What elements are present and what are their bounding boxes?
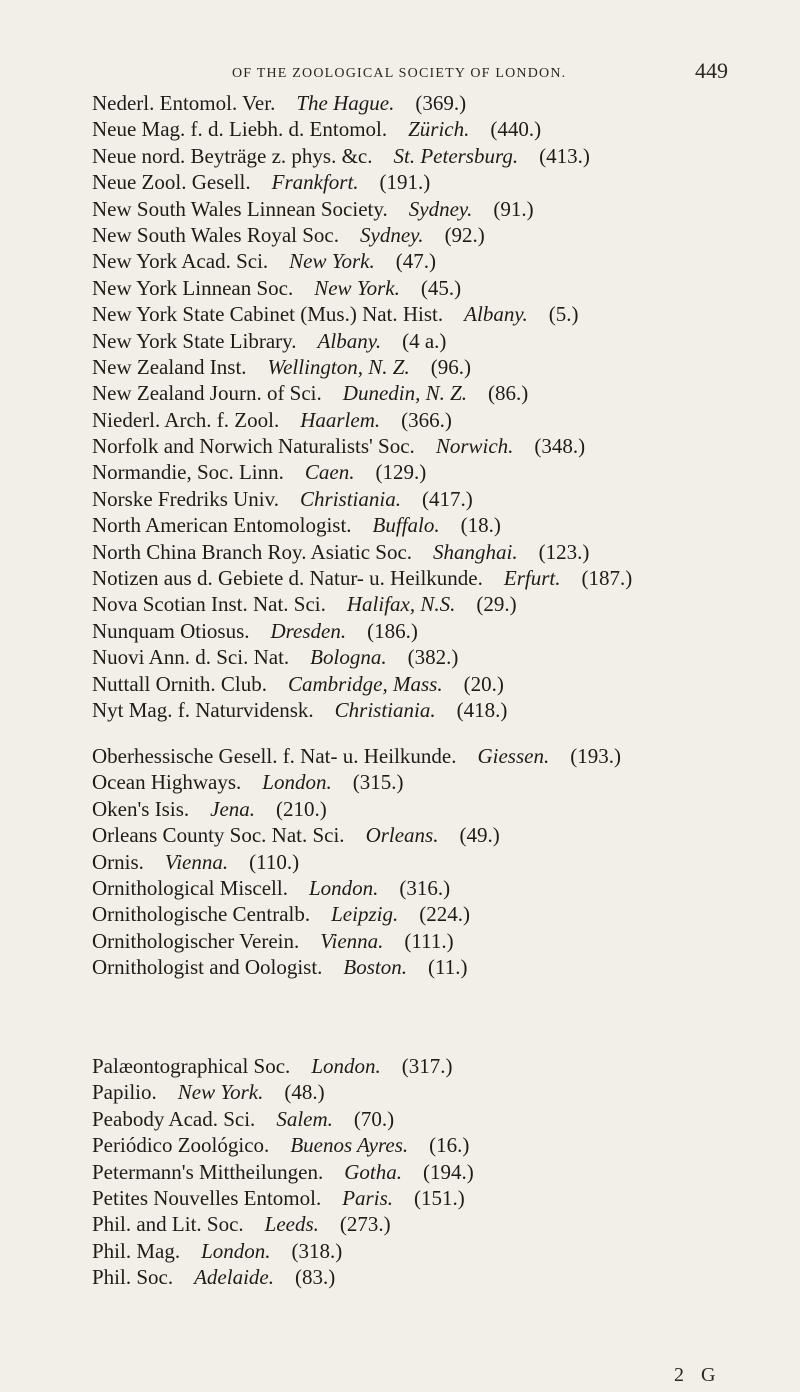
entry-ref: (129.)	[375, 460, 427, 485]
entry-name: New South Wales Linnean Society.	[92, 196, 388, 221]
entry-name: Neue nord. Beyträge z. phys. &c.	[92, 143, 373, 168]
entry-ref: (70.)	[353, 1106, 395, 1131]
entry-ref: (194.)	[423, 1159, 474, 1184]
entry-place: Cambridge, Mass.	[288, 671, 443, 696]
entry-ref: (91.)	[493, 196, 534, 221]
entry-ref: (224.)	[419, 902, 470, 927]
entry-place: Shanghai.	[433, 539, 518, 564]
entry-place: Leipzig.	[331, 902, 399, 927]
list-item	[92, 1053, 782, 1079]
entries-group-n	[92, 90, 782, 723]
list-item	[92, 407, 782, 433]
entry-name: New Zealand Journ. of Sci.	[92, 381, 322, 406]
list-item	[92, 697, 782, 723]
entry-ref: (348.)	[534, 434, 586, 459]
entry-place: Haarlem.	[300, 407, 381, 432]
entry-ref: (47.)	[395, 249, 437, 274]
entry-ref: (4 a.)	[402, 328, 447, 353]
entry-place: Leeds.	[264, 1212, 319, 1237]
entry-place: Wellington, N. Z.	[267, 354, 410, 379]
list-item	[92, 671, 782, 697]
entry-ref: (110.)	[249, 849, 300, 874]
entry-name: Nova Scotian Inst. Nat. Sci.	[92, 592, 326, 617]
entry-place: London.	[201, 1238, 271, 1263]
entry-name: Peabody Acad. Sci.	[92, 1106, 256, 1131]
entry-place: Gotha.	[344, 1159, 402, 1184]
entry-name: Ornithologist and Oologist.	[92, 955, 323, 980]
list-item	[92, 459, 782, 485]
entry-place: Sydney.	[408, 196, 473, 221]
list-item	[92, 875, 782, 901]
signature-mark: 2 G	[674, 1364, 722, 1386]
list-item	[92, 565, 782, 591]
entry-place: Giessen.	[477, 744, 550, 768]
list-item	[92, 328, 782, 354]
list-item	[92, 591, 782, 617]
list-item	[92, 954, 782, 980]
entry-name: Nederl. Entomol. Ver.	[92, 91, 276, 115]
list-item	[92, 222, 782, 248]
entry-place: Christiania.	[300, 486, 401, 511]
page-number: 449	[695, 58, 728, 83]
list-item	[92, 143, 782, 169]
entry-ref: (318.)	[291, 1238, 343, 1263]
entry-ref: (417.)	[421, 486, 473, 511]
entry-name: Ornis.	[92, 849, 144, 874]
entry-name: Nuttall Ornith. Club.	[92, 671, 267, 696]
entry-place: Albany.	[464, 302, 528, 327]
list-item	[92, 769, 782, 795]
entry-ref: (11.)	[428, 955, 468, 980]
list-item	[92, 1159, 782, 1185]
entry-ref: (369.)	[415, 91, 467, 115]
entry-place: London.	[262, 770, 332, 795]
list-item	[92, 486, 782, 512]
list-item	[92, 380, 782, 406]
list-item	[92, 644, 782, 670]
entry-place: London.	[311, 1054, 381, 1078]
list-item	[92, 248, 782, 274]
entry-name: Neue Mag. f. d. Liebh. d. Entomol.	[92, 117, 388, 142]
entry-name: Nyt Mag. f. Naturvidensk.	[92, 697, 314, 722]
entry-place: New York.	[177, 1080, 264, 1105]
entry-ref: (413.)	[539, 143, 590, 168]
entry-place: Christiania.	[334, 697, 436, 722]
entry-ref: (86.)	[488, 381, 529, 406]
entry-ref: (187.)	[581, 566, 633, 591]
entry-ref: (366.)	[401, 407, 452, 432]
entry-ref: (382.)	[407, 645, 459, 670]
entry-ref: (45.)	[420, 275, 462, 300]
entry-ref: (48.)	[284, 1080, 325, 1105]
entry-place: Albany.	[317, 328, 382, 353]
entry-place: Buenos Ayres.	[290, 1133, 409, 1158]
entry-ref: (316.)	[399, 875, 451, 900]
entry-place: Paris.	[342, 1185, 393, 1210]
entry-ref: (440.)	[490, 117, 542, 142]
entry-name: North American Entomologist.	[92, 513, 352, 538]
list-item	[92, 90, 782, 116]
list-item	[92, 822, 782, 848]
entries-group-o	[92, 743, 782, 981]
entry-name: Periódico Zoológico.	[92, 1133, 270, 1158]
list-item	[92, 743, 782, 769]
entry-place: Frankfort.	[271, 170, 359, 195]
entry-name: Oberhessische Gesell. f. Nat- u. Heilkunde.	[92, 744, 457, 768]
entry-name: Petermann's Mittheilungen.	[92, 1159, 324, 1184]
list-item	[92, 1264, 782, 1290]
list-item	[92, 354, 782, 380]
entry-ref: (20.)	[463, 671, 504, 696]
entry-name: Norske Fredriks Univ.	[92, 486, 280, 511]
list-item	[92, 169, 782, 195]
entry-place: Vienna.	[164, 849, 229, 874]
entry-name: Ornithologischer Verein.	[92, 928, 300, 953]
entry-place: Dresden.	[270, 618, 347, 643]
list-item	[92, 1132, 782, 1158]
entry-place: Norwich.	[435, 434, 514, 459]
entry-name: New Zealand Inst.	[92, 354, 247, 379]
entry-name: Phil. Soc.	[92, 1265, 174, 1290]
entry-name: New York Linnean Soc.	[92, 275, 294, 300]
list-item	[92, 618, 782, 644]
entry-place: New York.	[289, 249, 375, 274]
entry-name: North China Branch Roy. Asiatic Soc.	[92, 539, 413, 564]
entry-name: Papilio.	[92, 1080, 157, 1105]
entry-place: Halifax, N.S.	[346, 592, 456, 617]
entry-name: Ornithological Miscell.	[92, 875, 288, 900]
entry-ref: (92.)	[444, 222, 485, 247]
entry-place: St. Petersburg.	[393, 143, 519, 168]
entry-place: Adelaide.	[194, 1265, 274, 1290]
entries-group-p	[92, 1053, 782, 1291]
entry-place: London.	[308, 875, 379, 900]
list-item	[92, 116, 782, 142]
entry-place: Buffalo.	[372, 513, 440, 538]
entry-ref: (49.)	[459, 823, 500, 848]
list-item	[92, 1185, 782, 1211]
running-title: OF THE ZOOLOGICAL SOCIETY OF LONDON.	[232, 66, 567, 81]
list-item	[92, 796, 782, 822]
entry-ref: (5.)	[548, 302, 579, 327]
entry-ref: (18.)	[460, 513, 501, 538]
entry-name: Niederl. Arch. f. Zool.	[92, 407, 280, 432]
entry-name: Phil. Mag.	[92, 1238, 181, 1263]
entry-name: Norfolk and Norwich Naturalists' Soc.	[92, 434, 415, 459]
entry-place: Jena.	[210, 796, 256, 821]
entry-place: Boston.	[343, 955, 408, 980]
entry-place: Sydney.	[360, 222, 424, 247]
list-item	[92, 928, 782, 954]
entry-ref: (210.)	[276, 796, 327, 821]
entry-ref: (83.)	[295, 1265, 336, 1290]
entry-name: Ocean Highways.	[92, 770, 242, 795]
entry-ref: (315.)	[352, 770, 404, 795]
list-item	[92, 1211, 782, 1237]
list-item	[92, 433, 782, 459]
entry-ref: (16.)	[429, 1133, 470, 1158]
entry-name: Normandie, Soc. Linn.	[92, 460, 284, 485]
entry-ref: (186.)	[367, 618, 418, 643]
entry-ref: (191.)	[379, 170, 431, 195]
entry-name: New York State Cabinet (Mus.) Nat. Hist.	[92, 302, 444, 327]
entry-place: Bologna.	[310, 645, 387, 670]
entry-ref: (123.)	[538, 539, 590, 564]
list-item	[92, 301, 782, 327]
entry-name: New York State Library.	[92, 328, 297, 353]
entry-name: Palæontographical Soc.	[92, 1054, 291, 1078]
entry-name: Phil. and Lit. Soc.	[92, 1212, 244, 1237]
list-item	[92, 196, 782, 222]
entry-ref: (418.)	[456, 697, 508, 722]
entry-ref: (317.)	[401, 1054, 453, 1078]
entry-name: Orleans County Soc. Nat. Sci.	[92, 823, 345, 848]
entry-name: New South Wales Royal Soc.	[92, 222, 339, 247]
entry-ref: (96.)	[430, 354, 471, 379]
entry-place: Dunedin, N. Z.	[342, 381, 468, 406]
list-item	[92, 849, 782, 875]
entry-ref: (111.)	[404, 928, 454, 953]
entry-name: Ornithologische Centralb.	[92, 902, 311, 927]
list-item	[92, 1238, 782, 1264]
list-item	[92, 1079, 782, 1105]
entry-place: The Hague.	[296, 91, 395, 115]
entry-place: New York.	[314, 275, 400, 300]
entry-ref: (273.)	[339, 1212, 391, 1237]
list-item	[92, 901, 782, 927]
entry-place: Caen.	[304, 460, 355, 485]
entry-place: Vienna.	[320, 928, 384, 953]
list-item	[92, 512, 782, 538]
entry-name: Nuovi Ann. d. Sci. Nat.	[92, 645, 290, 670]
entry-place: Salem.	[276, 1106, 333, 1131]
entry-place: Zürich.	[408, 117, 470, 142]
entry-ref: (193.)	[570, 744, 621, 768]
entry-place: Erfurt.	[503, 566, 561, 591]
entry-name: Nunquam Otiosus.	[92, 618, 250, 643]
entry-ref: (29.)	[476, 592, 517, 617]
entry-name: Petites Nouvelles Entomol.	[92, 1185, 322, 1210]
list-item	[92, 275, 782, 301]
entry-ref: (151.)	[414, 1185, 465, 1210]
list-item	[92, 1106, 782, 1132]
entry-name: Notizen aus d. Gebiete d. Natur- u. Heilkunde.	[92, 566, 483, 591]
entry-name: Neue Zool. Gesell.	[92, 170, 251, 195]
entry-name: New York Acad. Sci.	[92, 249, 269, 274]
list-item	[92, 539, 782, 565]
entry-name: Oken's Isis.	[92, 796, 190, 821]
entry-place: Orleans.	[365, 823, 439, 848]
